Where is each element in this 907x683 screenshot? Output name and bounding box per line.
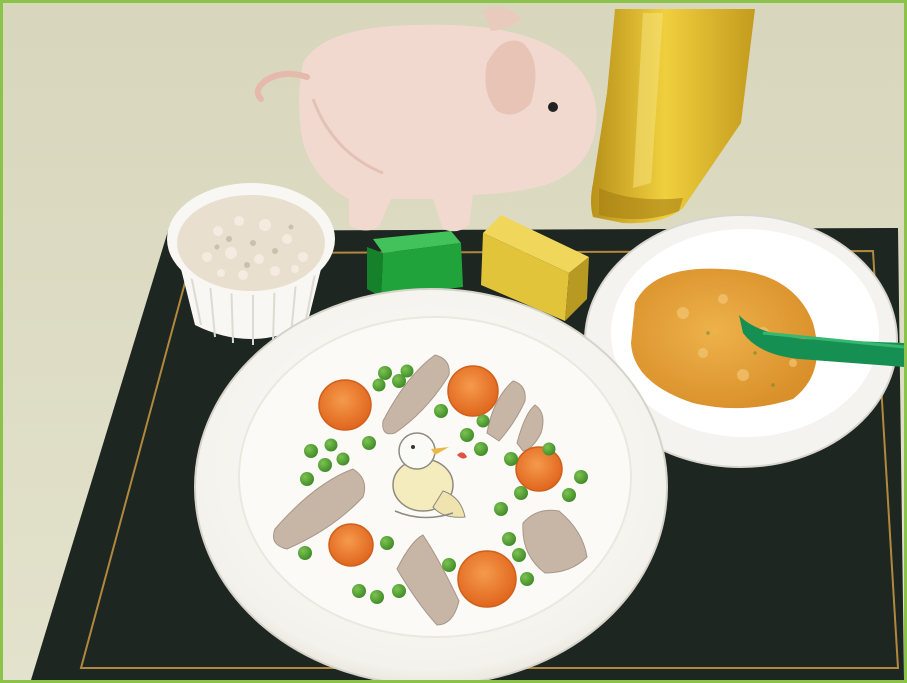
food-tray-photo: [3, 3, 904, 680]
pig-eye: [548, 102, 558, 112]
green-wooden-block: [367, 231, 463, 297]
